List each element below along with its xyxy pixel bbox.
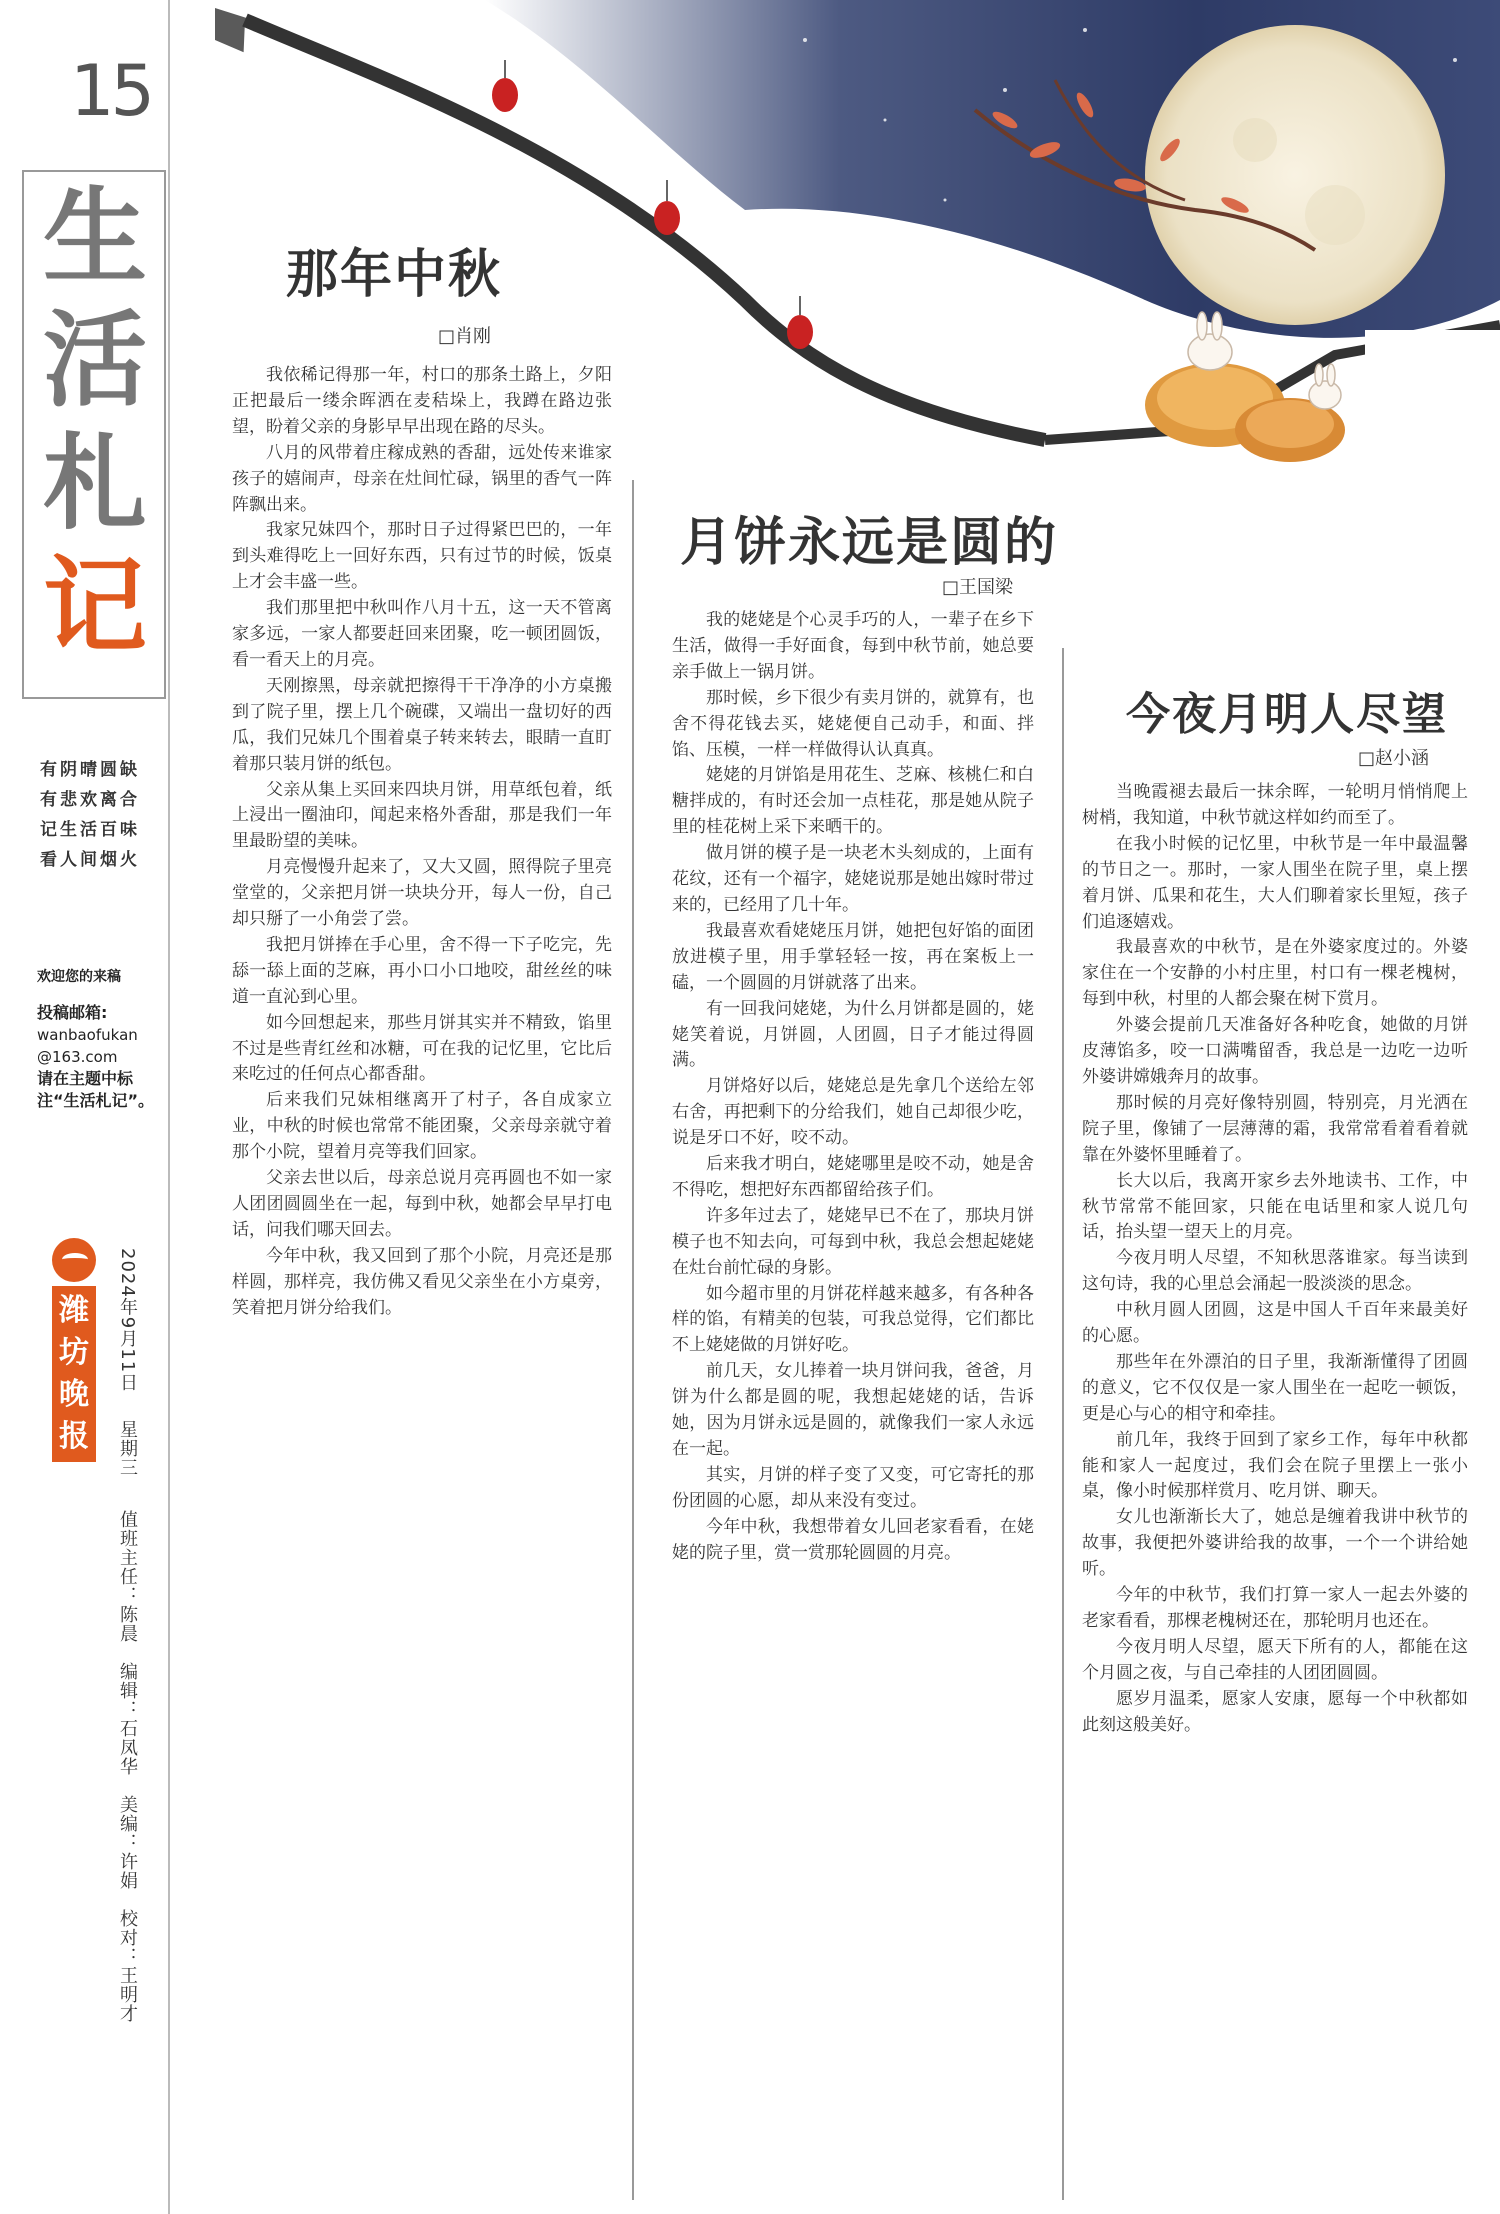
email-address[interactable]: @163.com (37, 1048, 118, 1066)
paragraph: 做月饼的模子是一块老木头刻成的，上面有花纹，还有一个福字，姥姥说那是她出嫁时带过来的，已经用了几十年。 (672, 843, 1034, 915)
paragraph: 今夜月明人尽望，愿天下所有的人，都能在这个月圆之夜，与自己牵挂的人团团圆圆。 (1082, 1636, 1468, 1683)
staff-credits: 值班主任：陈晨 编辑：石凤华 美编：许娟 校对：王明才 (117, 1510, 138, 2023)
slogan-line: 记生活百味 (40, 820, 140, 840)
paragraph: 那些年在外漂泊的日子里，我渐渐懂得了团圆的意义，它不仅仅是一家人围坐在一起吃一顿饭，更是心与心的相守和牵挂。 (1082, 1351, 1468, 1424)
paragraph: 月饼烙好以后，姥姥总是先拿几个送给左邻右舍，再把剩下的分给我们，她自己却很少吃，说是牙口不好，咬不动。 (672, 1076, 1034, 1149)
paragraph: 今年中秋，我又回到了那个小院，月亮还是那样圆，那样亮，我仿佛又看见父亲坐在小方桌旁，笑着把月饼分给我们。 (232, 1245, 612, 1318)
paragraph: 父亲从集上买回来四块月饼，用草纸包着，纸上浸出一圈油印，闻起来格外香甜，那是我们一年里最盼望的美味。 (232, 779, 612, 852)
paragraph: 外婆会提前几天准备好各种吃食，她做的月饼皮薄馅多，咬一口满嘴留香，我总是一边吃一边听外婆讲嫦娥奔月的故事。 (1082, 1015, 1468, 1087)
paragraph: 许多年过去了，姥姥早已不在了，那块月饼模子也不知去向，可每到中秋，我总会想起姥姥在灶台前忙碌的身影。 (672, 1205, 1034, 1278)
paragraph: 如今超市里的月饼花样越来越多，有各种各样的馅，有精美的包装，可我总觉得，它们都比不上姥姥做的月饼好吃。 (672, 1283, 1034, 1356)
paragraph: 有一回我问姥姥，为什么月饼都是圆的，姥姥笑着说，月饼圆，人团圆，日子才能过得圆满。 (672, 998, 1034, 1071)
column-divider (632, 480, 634, 2200)
paragraph: 在我小时候的记忆里，中秋节是一年中最温馨的节日之一。那时，一家人围坐在院子里，桌上摆着月饼、瓜果和花生，大人们聊着家长里短，孩子们追逐嬉戏。 (1082, 833, 1468, 932)
paragraph: 天刚擦黑，母亲就把擦得干干净净的小方桌搬到了院子里，摆上几个碗碟，又端出一盘切好的西瓜，我们兄妹几个围着桌子转来转去，眼睛一直盯着那只装月饼的纸包。 (232, 675, 612, 774)
article-title: 那年中秋 (286, 245, 503, 305)
article-title: 今夜月明人尽望 (1126, 689, 1448, 740)
email-label: 投稿邮箱: (37, 1003, 108, 1022)
article-title: 月饼永远是圆的 (680, 513, 1059, 573)
paragraph: 八月的风带着庄稼成熟的香甜，远处传来谁家孩子的嬉闹声，母亲在灶间忙碌，锅里的香气一阵阵飘出来。 (232, 442, 612, 515)
paragraph: 我家兄妹四个，那时日子过得紧巴巴的，一年到头难得吃上一回好东西，只有过节的时候，饭桌上才会丰盛一些。 (232, 520, 612, 593)
paragraph: 后来我才明白，姥姥哪里是咬不动，她是舍不得吃，想把好东西都留给孩子们。 (672, 1154, 1034, 1200)
slogan-line: 有阴晴圆缺 (40, 760, 140, 780)
slogan-line: 有悲欢离合 (40, 790, 140, 810)
column-title-char: 活 (42, 299, 147, 421)
contribution-notice (37, 966, 167, 1112)
paragraph: 我最喜欢的中秋节，是在外婆家度过的。外婆家住在一个安静的小村庄里，村口有一棵老槐树，每到中秋，村里的人都会聚在树下赏月。 (1082, 937, 1468, 1010)
paragraph: 姥姥的月饼馅是用花生、芝麻、核桃仁和白糖拌成的，有时还会加一点桂花，那是她从院子里的桂花树上采下来晒干的。 (672, 765, 1034, 838)
article-author: □王国梁 (942, 577, 1014, 598)
paragraph: 我最喜欢看姥姥压月饼，她把包好馅的面团放进模子里，用手掌轻轻一按，再在案板上一磕，一个圆圆的月饼就落了出来。 (672, 920, 1034, 993)
article-body (1082, 780, 1468, 1739)
column-divider (1062, 648, 1064, 2200)
paragraph: 长大以后，我离开家乡去外地读书、工作，中秋节常常不能回家，只能在电话里和家人说几句话，抬头望一望天上的月亮。 (1082, 1170, 1468, 1243)
sidebar (0, 0, 172, 2214)
page-number: 15 (70, 50, 152, 132)
article-author: □肖刚 (438, 326, 492, 347)
paragraph: 我把月饼捧在手心里，舍不得一下子吃完，先舔一舔上面的芝麻，再小口小口地咬，甜丝丝的味道一直沁到心里。 (232, 934, 612, 1007)
paragraph: 如今回想起来，那些月饼其实并不精致，馅里不过是些青红丝和冰糖，可在我的记忆里，它比后来吃过的任何点心都香甜。 (232, 1012, 612, 1085)
paragraph: 愿岁月温柔，愿家人安康，愿每一个中秋都如此刻这般美好。 (1082, 1688, 1468, 1735)
paragraph: 中秋月圆人团圆，这是中国人千百年来最美好的心愿。 (1082, 1300, 1468, 1347)
paragraph: 其实，月饼的样子变了又变，可它寄托的那份团圆的心愿，却从来没有变过。 (672, 1464, 1034, 1511)
article-author: □赵小涵 (1358, 748, 1430, 769)
paragraph: 前几年，我终于回到了家乡工作，每年中秋都能和家人一起度过，我们会在院子里摆上一张小桌，像小时候那样赏月、吃月饼、聊天。 (1082, 1429, 1468, 1502)
sidebar-rule (168, 0, 170, 2214)
paragraph: 女儿也渐渐长大了，她总是缠着我讲中秋节的故事，我便把外婆讲给我的故事，一个一个讲给她听。 (1082, 1507, 1468, 1580)
paragraph: 我依稀记得那一年，村口的那条土路上，夕阳正把最后一缕余晖洒在麦秸垛上，我蹲在路边张望，盼着父亲的身影早早出现在路的尽头。 (232, 365, 612, 437)
issue-date: 2024年9月11日 (117, 1248, 138, 1393)
article-body (232, 363, 612, 1322)
paragraph: 今夜月明人尽望，不知秋思落谁家。每当读到这句诗，我的心里总会涌起一股淡淡的思念。 (1082, 1248, 1468, 1295)
paragraph: 当晚霞褪去最后一抹余晖，一轮明月悄悄爬上树梢，我知道，中秋节就这样如约而至了。 (1082, 782, 1468, 828)
slogan-line: 看人间烟火 (40, 850, 140, 870)
newspaper-logo-icon (52, 1238, 96, 1282)
paragraph: 后来我们兄妹相继离开了村子，各自成家立业，中秋的时候也常常不能团聚，父亲母亲就守着那个小院，望着月亮等我们回家。 (232, 1090, 612, 1163)
contribution-heading: 欢迎您的来稿 (37, 969, 121, 985)
column-title-char: 记 (42, 545, 147, 667)
paragraph: 月亮慢慢升起来了，又大又圆，照得院子里亮堂堂的，父亲把月饼一块块分开，每人一份，自己却只掰了一小角尝了尝。 (232, 857, 612, 930)
paragraph: 父亲去世以后，母亲总说月亮再圆也不如一家人团团圆圆坐在一起，每到中秋，她都会早早打电话，问我们哪天回去。 (232, 1168, 612, 1240)
moon-shape (1145, 25, 1445, 325)
paragraph: 那时候的月亮好像特别圆，特别亮，月光洒在院子里，像铺了一层薄薄的霜，我常常看着看着就靠在外婆怀里睡着了。 (1082, 1092, 1468, 1165)
column-title-char: 札 (42, 422, 147, 544)
issue-weekday: 星期三 (117, 1420, 138, 1477)
contribution-note: 请在主题中标注“生活札记”。 (37, 1069, 155, 1110)
column-title-char: 生 (42, 176, 147, 298)
paragraph: 我的姥姥是个心灵手巧的人，一辈子在乡下生活，做得一手好面食，每到中秋节前，她总要亲手做上一锅月饼。 (672, 610, 1034, 682)
paragraph: 那时候，乡下很少有卖月饼的，就算有，也舍不得花钱去买，姥姥便自己动手，和面、拌馅、压模，一样一样做得认认真真。 (672, 687, 1034, 760)
article-body (672, 608, 1034, 1567)
paragraph: 前几天，女儿捧着一块月饼问我，爸爸，月饼为什么都是圆的呢，我想起姥姥的话，告诉她，因为月饼永远是圆的，就像我们一家人永远在一起。 (672, 1361, 1034, 1459)
email-address[interactable]: wanbaofukan (37, 1026, 138, 1044)
paragraph: 我们那里把中秋叫作八月十五，这一天不管离家多远，一家人都要赶回来团聚，吃一顿团圆饭，看一看天上的月亮。 (232, 598, 612, 670)
slogan (40, 755, 160, 875)
paragraph: 今年中秋，我想带着女儿回老家看看，在姥姥的院子里，赏一赏那轮圆圆的月亮。 (672, 1516, 1034, 1563)
paragraph: 今年的中秋节，我们打算一家人一起去外婆的老家看看，那棵老槐树还在，那轮明月也还在。 (1082, 1585, 1468, 1631)
newspaper-name: 潍坊晚报 (52, 1286, 96, 1462)
